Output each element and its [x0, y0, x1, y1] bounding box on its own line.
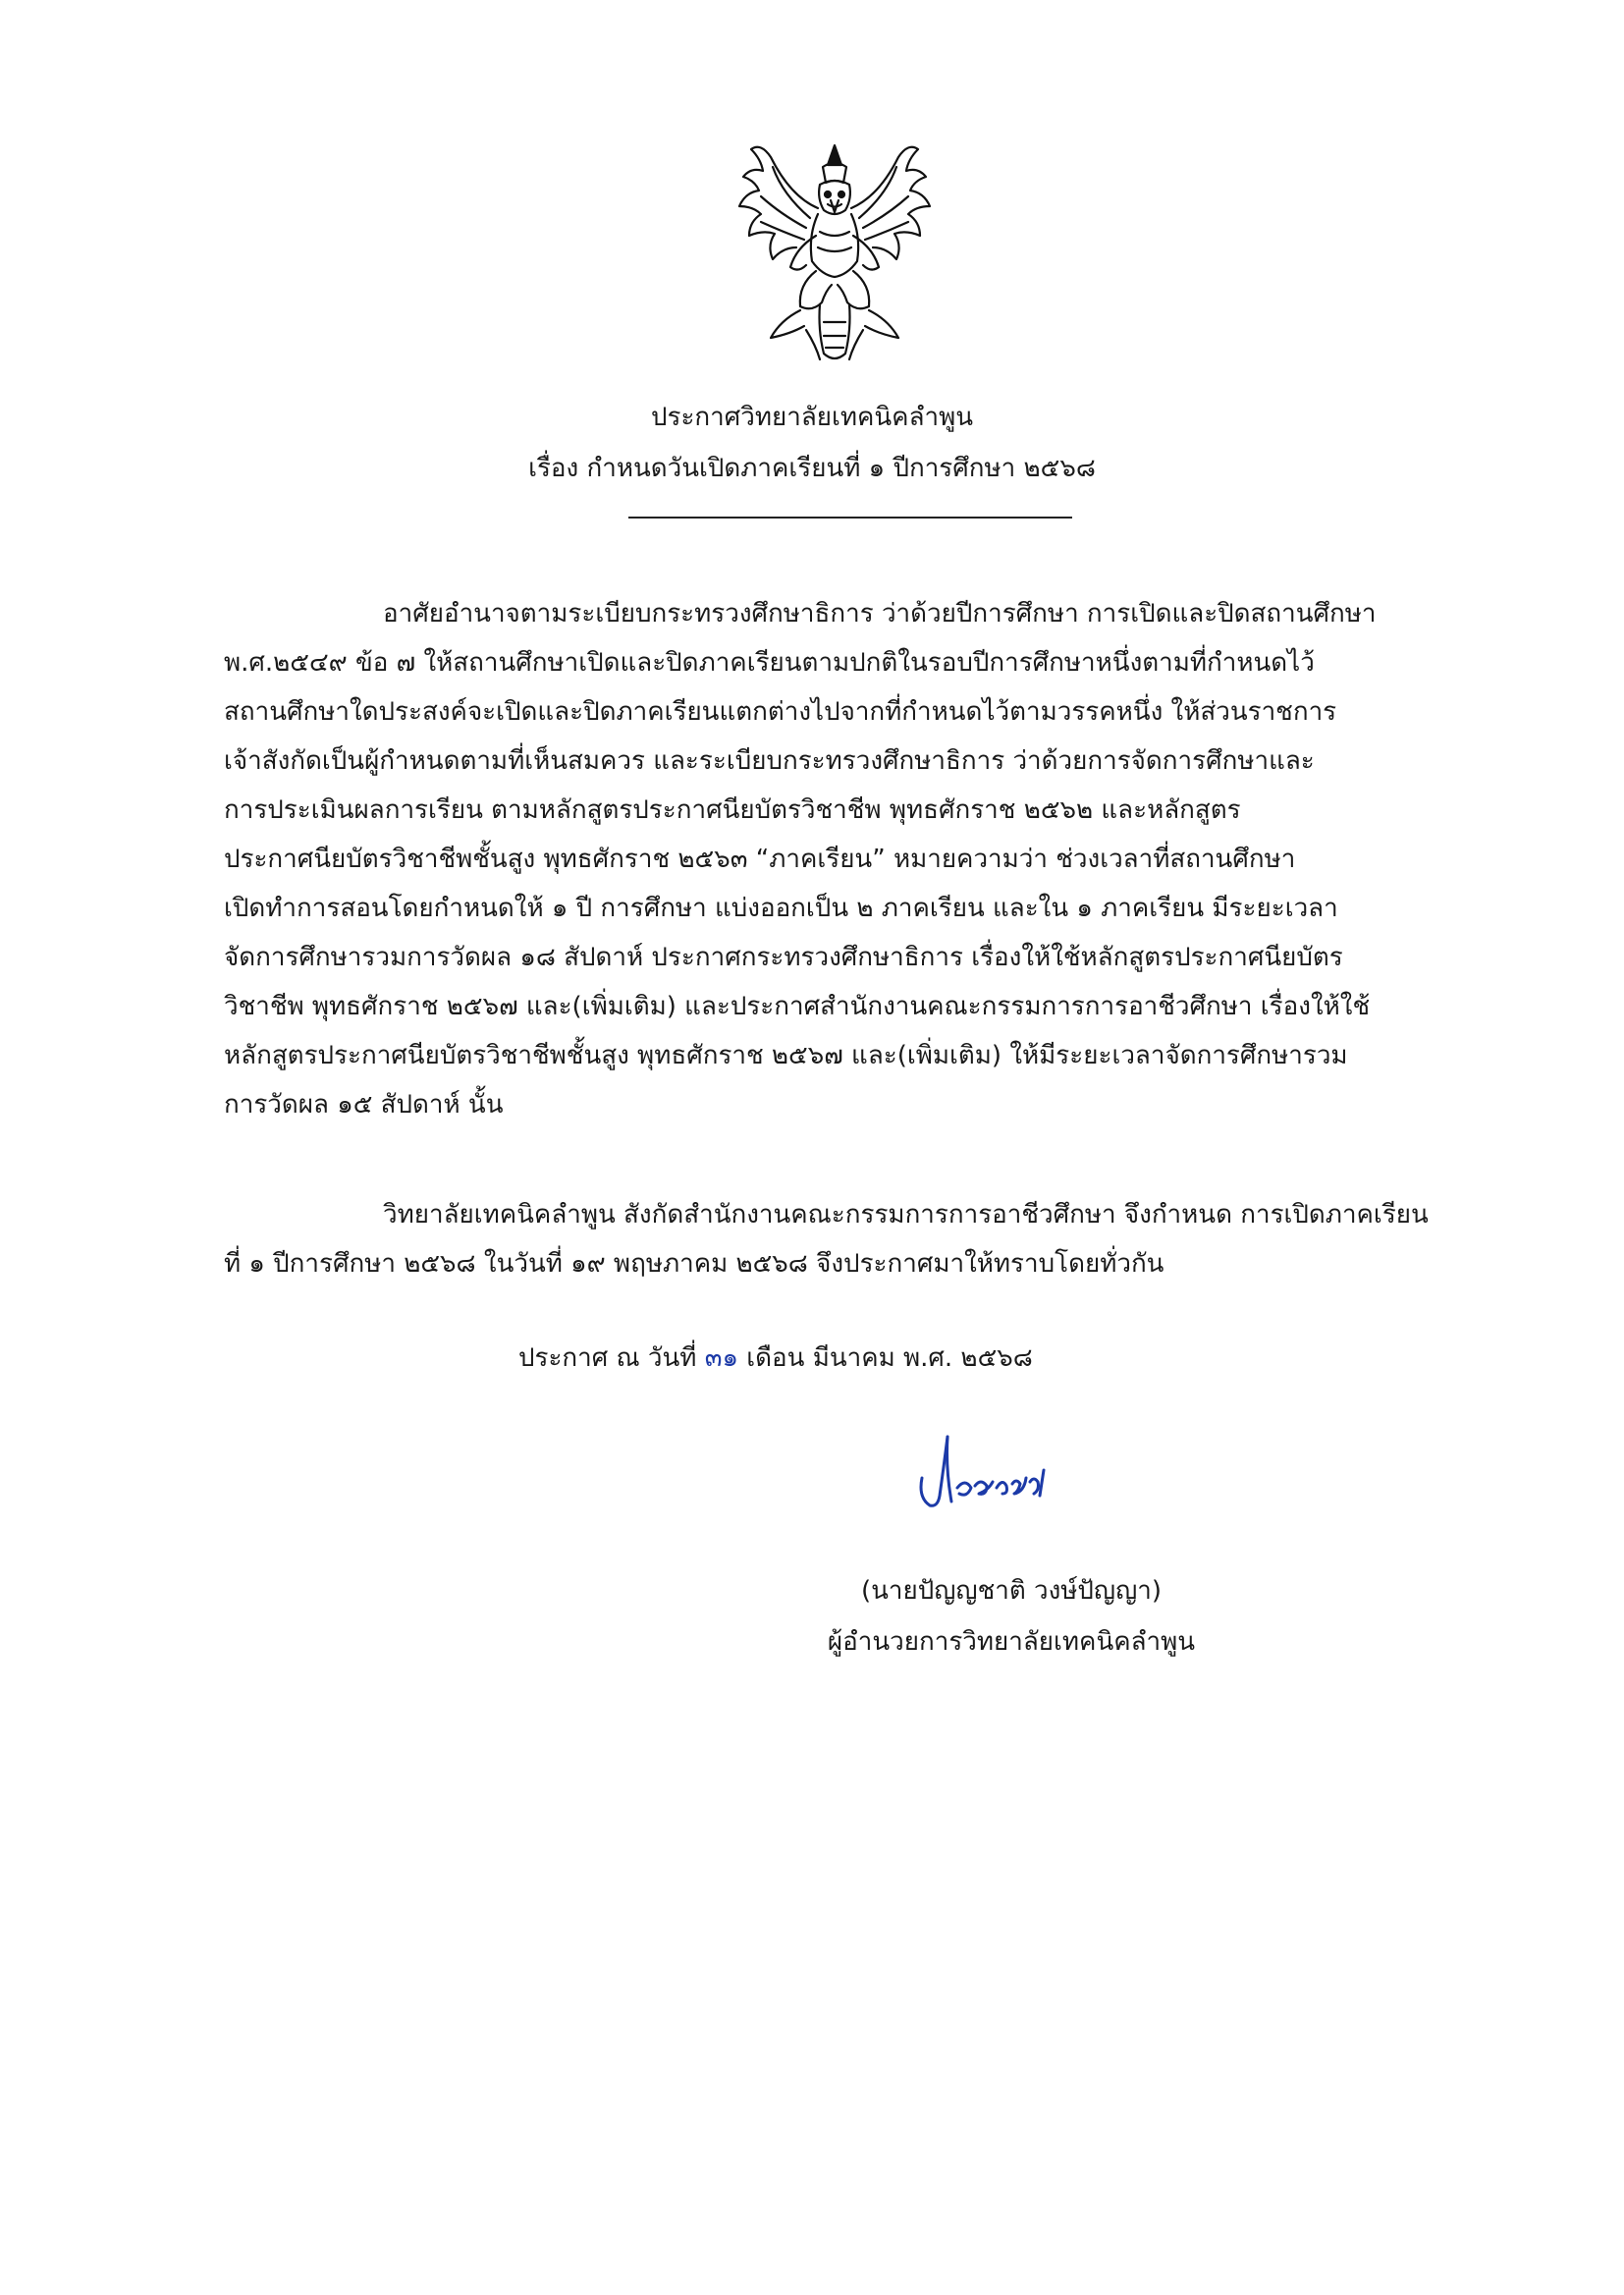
announcement-date: [518, 1339, 1033, 1378]
paragraph-line: พ.ศ.๒๕๔๙ ข้อ ๗ ให้สถานศึกษาเปิดและปิดภาคเรียนตามปกติในรอบปีการศึกษาหนึ่งตามที่กำหนดไว้: [224, 648, 1315, 678]
paragraph-line: วิชาชีพ พุทธศักราช ๒๕๖๗ และ(เพิ่มเติม) และประกาศสำนักงานคณะกรรมการการอาชีวศึกษา เรื่องให้ใช้: [224, 992, 1371, 1021]
paragraph-line: การวัดผล ๑๕ สัปดาห์ นั้น: [224, 1090, 504, 1120]
announcement-subject: เรื่อง กำหนดวันเปิดภาคเรียนที่ ๑ ปีการศึกษา ๒๕๖๘: [528, 454, 1096, 483]
paragraph-line: ที่ ๑ ปีการศึกษา ๒๕๖๘ ในวันที่ ๑๙ พฤษภาคม ๒๕๖๘ จึงประกาศมาให้ทราบโดยทั่วกัน: [224, 1249, 1164, 1279]
paragraph-line: เจ้าสังกัดเป็นผู้กำหนดตามที่เห็นสมควร และระเบียบกระทรวงศึกษาธิการ ว่าด้วยการจัดการศึกษาและ: [224, 746, 1315, 776]
handwritten-signature: [908, 1429, 1065, 1522]
date-month-year: เดือน มีนาคม พ.ศ. ๒๕๖๘: [746, 1343, 1033, 1373]
signatory-position: ผู้อำนวยการวิทยาลัยเทคนิคลำพูน: [827, 1627, 1196, 1657]
date-day: ๓๑: [704, 1343, 738, 1373]
paragraph-line: อาศัยอำนาจตามระเบียบกระทรวงศึกษาธิการ ว่าด้วยปีการศึกษา การเปิดและปิดสถานศึกษา: [383, 599, 1377, 628]
paragraph-line: สถานศึกษาใดประสงค์จะเปิดและปิดภาคเรียนแตกต่างไปจากที่กำหนดไว้ตามวรรคหนึ่ง ให้ส่วนราชการ: [224, 697, 1337, 727]
body-paragraph-1: [224, 589, 1471, 1129]
paragraph-line: เปิดทำการสอนโดยกำหนดให้ ๑ ปี การศึกษา แบ่งออกเป็น ๒ ภาคเรียน และใน ๑ ภาคเรียน มีระยะเวลา: [224, 894, 1338, 923]
announcement-title: ประกาศวิทยาลัยเทคนิคลำพูน: [650, 403, 974, 432]
date-prefix: ประกาศ ณ วันที่: [518, 1343, 697, 1373]
body-paragraph-2: [224, 1190, 1471, 1288]
paragraph-line: การประเมินผลการเรียน ตามหลักสูตรประกาศนียบัตรวิชาชีพ พุทธศักราช ๒๕๖๒ และหลักสูตร: [224, 795, 1241, 825]
paragraph-line: หลักสูตรประกาศนียบัตรวิชาชีพชั้นสูง พุทธศักราช ๒๕๖๗ และ(เพิ่มเติม) ให้มีระยะเวลาจัดการศึกษารวม: [224, 1041, 1348, 1070]
paragraph-line: วิทยาลัยเทคนิคลำพูน สังกัดสำนักงานคณะกรรมการการอาชีวศึกษา จึงกำหนด การเปิดภาคเรียน: [383, 1200, 1429, 1229]
paragraph-line: ประกาศนียบัตรวิชาชีพชั้นสูง พุทธศักราช ๒๕๖๓ “ภาคเรียน” หมายความว่า ช่วงเวลาที่สถานศึกษา: [224, 845, 1296, 874]
title-divider: [628, 517, 1072, 519]
paragraph-line: จัดการศึกษารวมการวัดผล ๑๘ สัปดาห์ ประกาศกระทรวงศึกษาธิการ เรื่องให้ใช้หลักสูตรประกาศนียบัตร: [224, 943, 1343, 972]
garuda-emblem: [722, 137, 947, 368]
signatory-name: (นายปัญญชาติ วงษ์ปัญญา): [861, 1576, 1162, 1606]
